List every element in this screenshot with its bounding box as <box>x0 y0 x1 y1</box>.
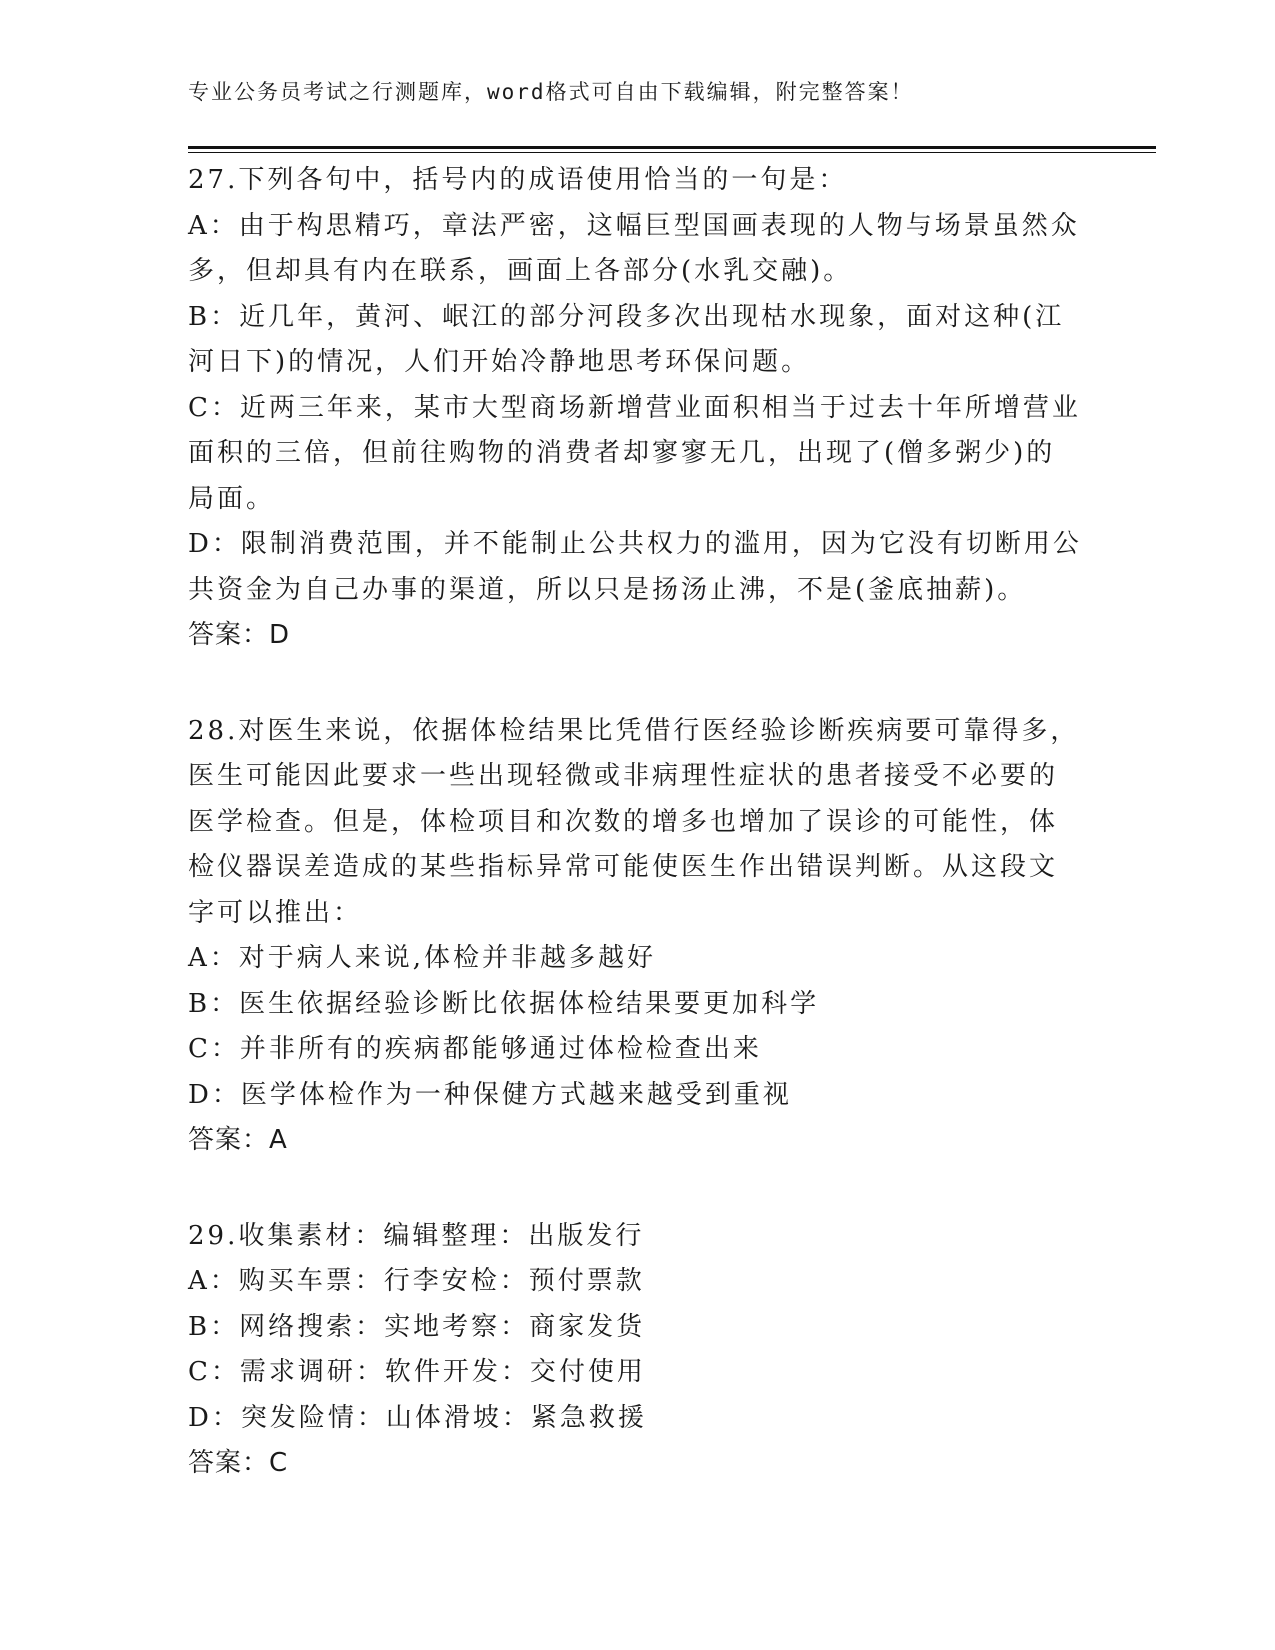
option-b: B：网络搜索：实地考察：商家发货 <box>188 1311 646 1342</box>
option-line: D：限制消费范围，并不能制止公共权力的滥用，因为它没有切断用公 <box>188 529 1082 559</box>
question-28 <box>188 709 1108 1164</box>
option-c: C：并非所有的疾病都能够通过体检检查出来 <box>188 1034 762 1064</box>
question-list <box>188 158 1108 1487</box>
page-header: 专业公务员考试之行测题库，word格式可自由下载编辑，附完整答案！ <box>188 80 914 104</box>
option-line: B：近几年，黄河、岷江的部分河段多次出现枯水现象，面对这种(江 <box>188 301 1065 332</box>
option-line: 共资金为自己办事的渠道，所以只是扬汤止沸，不是(釜底抽薪)。 <box>188 574 1027 605</box>
question-stem-line: 29.收集素材：编辑整理：出版发行 <box>188 1220 645 1251</box>
option-line: 河日下)的情况，人们开始冷静地思考环保问题。 <box>188 347 811 377</box>
question-stem-line: 医学检查。但是，体检项目和次数的增多也增加了误诊的可能性，体 <box>188 806 1059 837</box>
option-b <box>188 295 1108 386</box>
question-stem-line: 28.对医生来说，依据体检结果比凭借行医经验诊断疾病要可靠得多， <box>188 715 1080 746</box>
option-b: B：医生依据经验诊断比依据体检结果要更加科学 <box>188 988 820 1019</box>
option-line: A：由于构思精巧，章法严密，这幅巨型国画表现的人物与场景虽然众 <box>188 210 1080 241</box>
option-d: D：医学体检作为一种保健方式越来越受到重视 <box>188 1079 792 1110</box>
option-d: D：突发险情：山体滑坡：紧急救援 <box>188 1402 647 1433</box>
option-d <box>188 522 1108 613</box>
question-29 <box>188 1214 1108 1487</box>
question-stem-line: 医生可能因此要求一些出现轻微或非病理性症状的患者接受不必要的 <box>188 761 1059 791</box>
question-27 <box>188 158 1108 659</box>
option-a: A：购买车票：行李安检：预付票款 <box>188 1266 645 1296</box>
spacer <box>188 659 1108 709</box>
header-rule-thin <box>188 152 1156 153</box>
header-rule-thick <box>188 146 1156 149</box>
option-line: C：近两三年来，某市大型商场新增营业面积相当于过去十年所增营业 <box>188 392 1081 423</box>
question-stem-line: 检仪器误差造成的某些指标异常可能使医生作出错误判断。从这段文 <box>188 852 1059 882</box>
option-line: 面积的三倍，但前往购物的消费者却寥寥无几，出现了(僧多粥少)的 <box>188 438 1056 468</box>
spacer <box>188 1164 1108 1214</box>
option-c: C：需求调研：软件开发：交付使用 <box>188 1357 646 1387</box>
option-line: 局面。 <box>188 483 276 514</box>
option-c <box>188 386 1108 523</box>
answer-label: 答案：D <box>188 620 291 650</box>
answer-label: 答案：C <box>188 1448 289 1478</box>
question-stem-line: 27.下列各句中，括号内的成语使用恰当的一句是： <box>188 165 848 195</box>
option-a: A：对于病人来说,体检并非越多越好 <box>188 943 657 973</box>
option-line: 多，但却具有内在联系，画面上各部分(水乳交融)。 <box>188 256 853 286</box>
question-stem-line: 字可以推出： <box>188 897 363 928</box>
option-a <box>188 204 1108 295</box>
answer-label: 答案：A <box>188 1125 288 1155</box>
